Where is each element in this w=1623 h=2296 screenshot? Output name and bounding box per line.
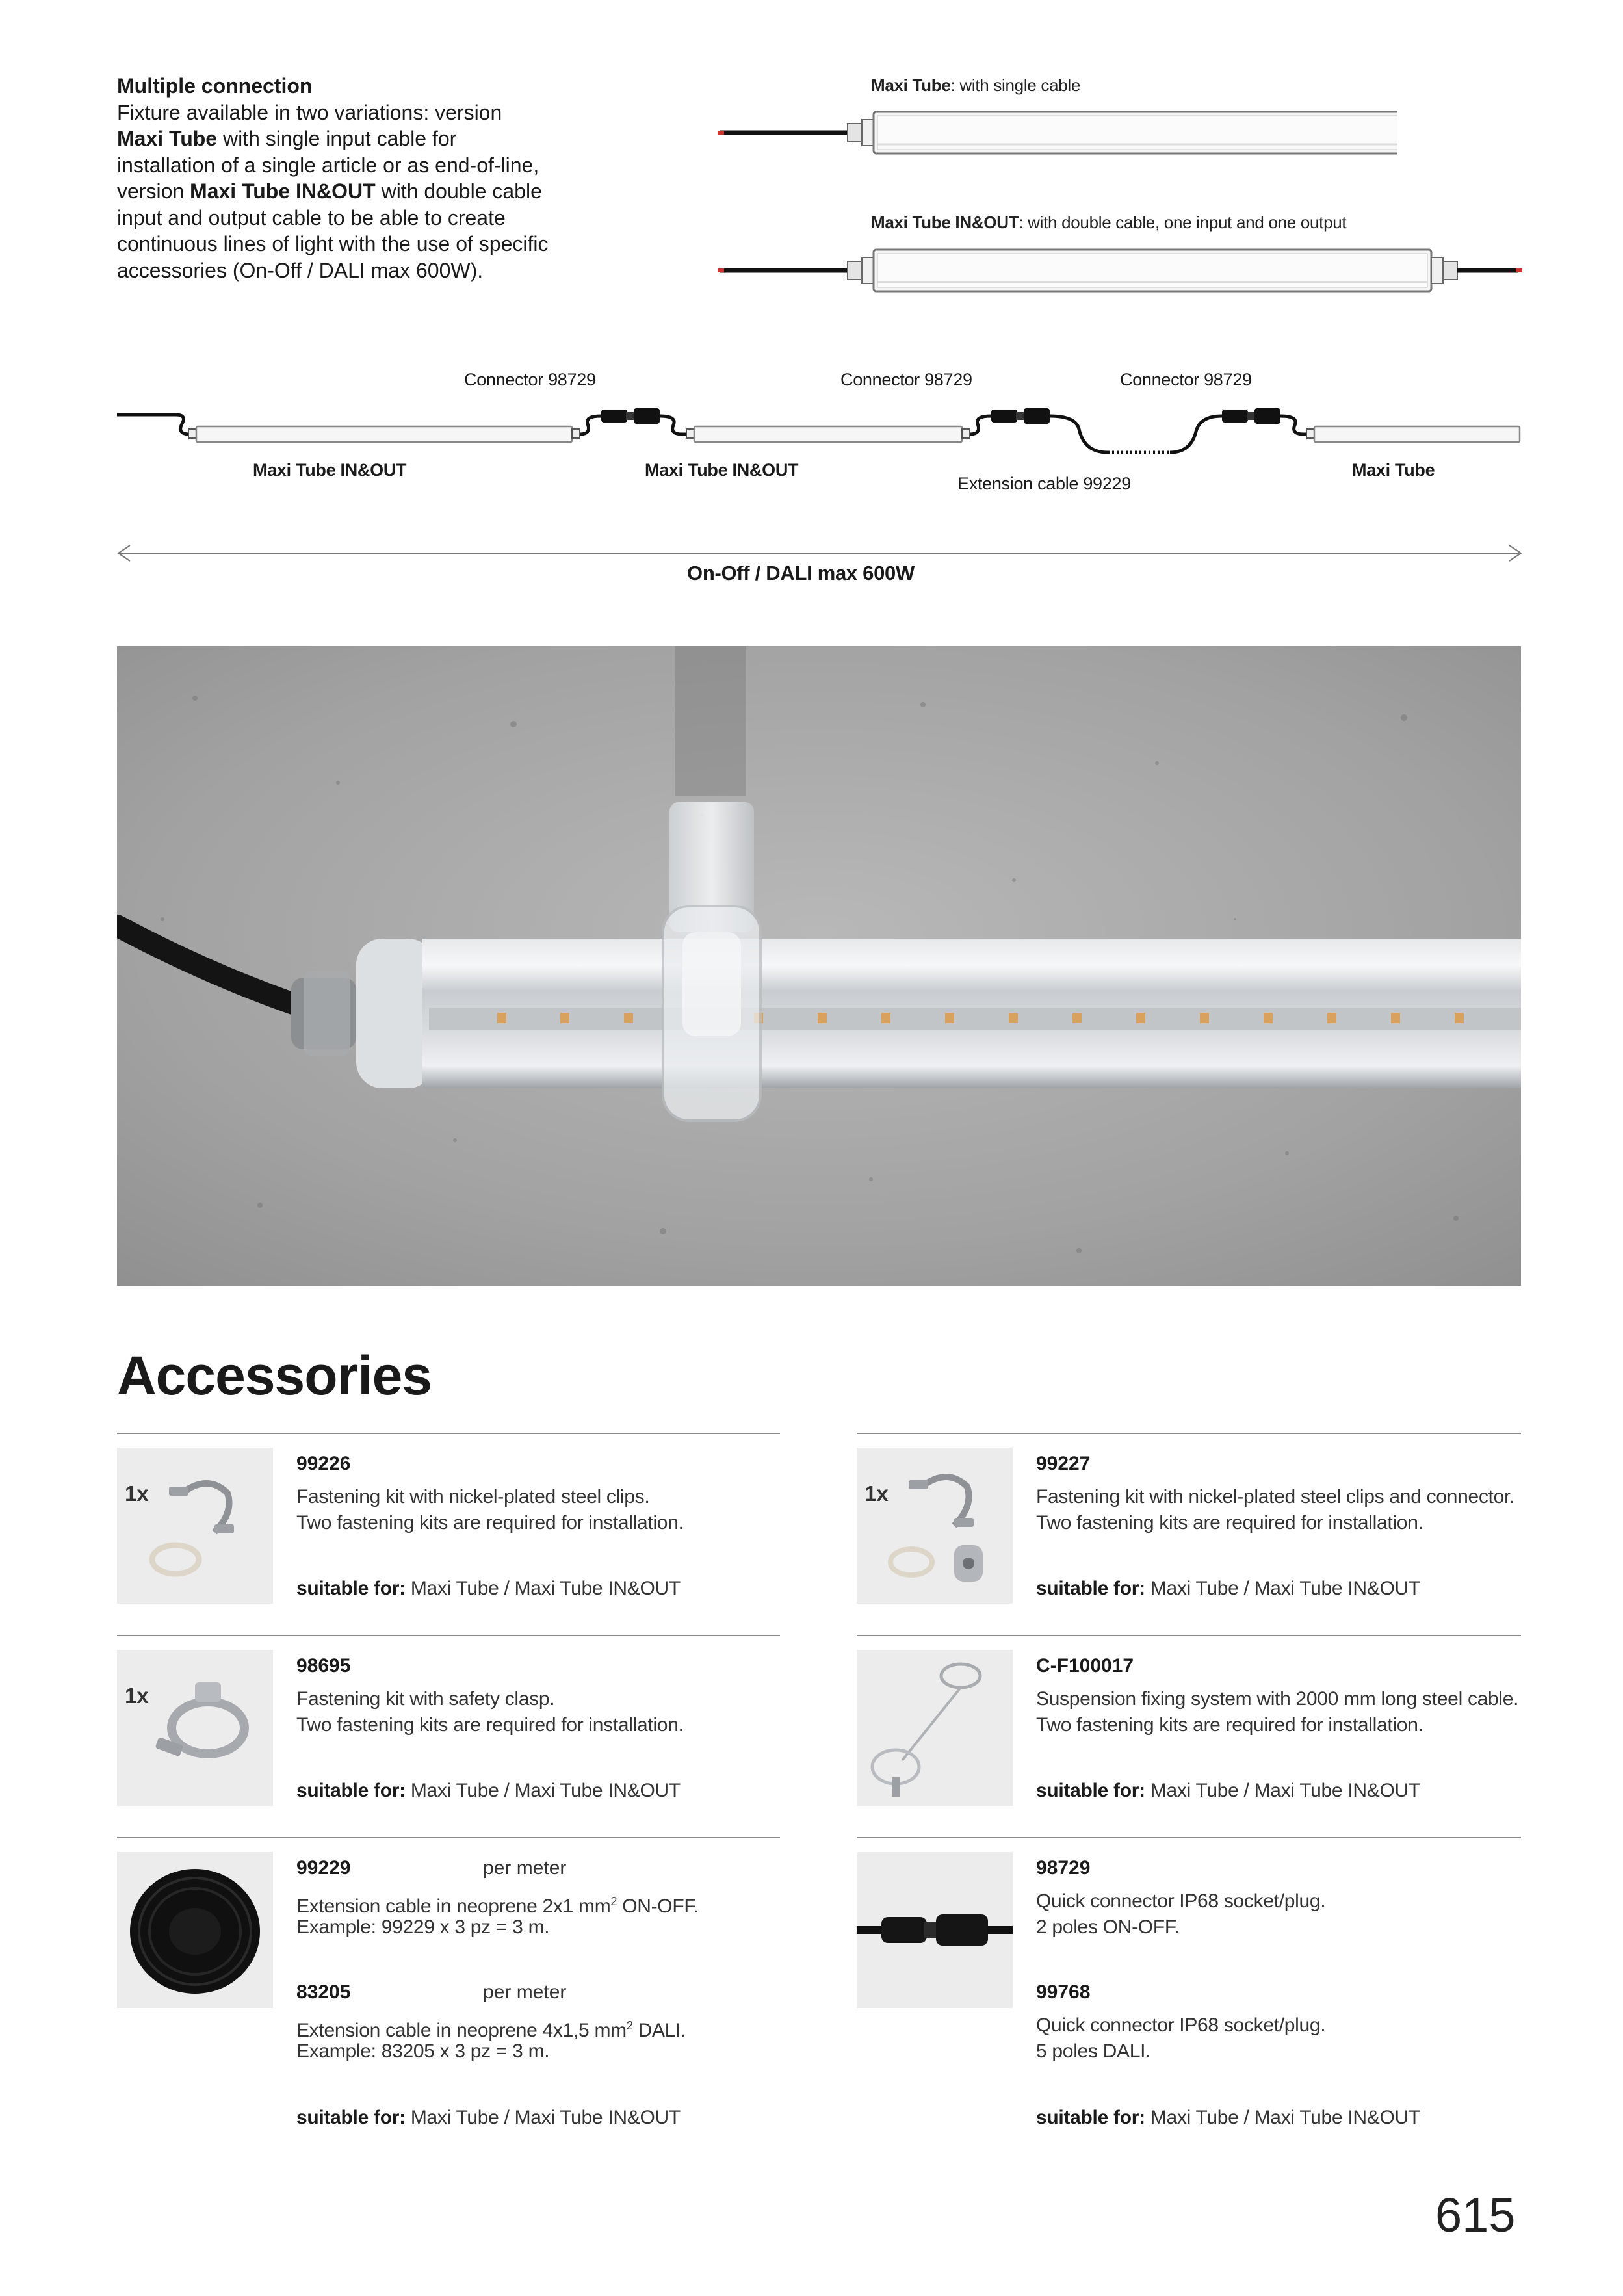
diagram-connector-1: [601, 408, 660, 424]
product-code-99227: 99227: [1036, 1453, 1091, 1474]
product-thumb-99226: [117, 1448, 273, 1604]
label-tube-2: Maxi Tube IN&OUT: [645, 460, 799, 480]
desc-text: DALI.: [632, 2020, 686, 2041]
intro-text: version: [117, 179, 190, 203]
diagram-connector-3: [1222, 408, 1280, 424]
label-tube-1: Maxi Tube IN&OUT: [253, 460, 407, 480]
suitable-for-label: suitable for:: [296, 2107, 406, 2128]
product-code-99768: 99768: [1036, 1981, 1091, 2003]
product-desc-98729: 2 poles ON-OFF.: [1036, 1916, 1180, 1938]
diagram-connector-2: [991, 408, 1050, 424]
product-desc-99227: Fastening kit with nickel-plated steel clips and connector.: [1036, 1486, 1515, 1507]
product-code-99229: 99229: [296, 1857, 351, 1879]
suitable-for-label: suitable for:: [296, 1780, 406, 1801]
suitable-for-value: Maxi Tube / Maxi Tube IN&OUT: [1145, 2107, 1420, 2128]
diagram-tube-2: [694, 426, 962, 442]
product-photo: [117, 646, 1521, 1286]
suitable-for-value: Maxi Tube / Maxi Tube IN&OUT: [405, 1780, 681, 1801]
label-connector-1: Connector 98729: [464, 370, 596, 389]
product-thumb-98729: [857, 1852, 1013, 2008]
intro-bold: Maxi Tube: [117, 127, 218, 150]
product-desc-83205: Example: 83205 x 3 pz = 3 m.: [296, 2041, 550, 2062]
product-desc-99768: 5 poles DALI.: [1036, 2041, 1151, 2062]
intro-heading: Multiple connection: [117, 74, 313, 98]
divider: [857, 1837, 1521, 1838]
qty-label: 1x: [125, 1684, 149, 1708]
span-label: On-Off / DALI max 600W: [687, 562, 915, 584]
diagram-tube-1: [196, 426, 572, 442]
product-desc-98695: Fastening kit with safety clasp.: [296, 1688, 555, 1710]
unit-per-meter: per meter: [483, 1981, 567, 2003]
product-code-83205: 83205: [296, 1981, 351, 2003]
product-thumb-99227: [857, 1448, 1013, 1604]
suitable-for-value: Maxi Tube / Maxi Tube IN&OUT: [1145, 1578, 1420, 1599]
product-desc-CF100017: Suspension fixing system with 2000 mm long steel cable.: [1036, 1688, 1519, 1710]
desc-text: ON-OFF.: [617, 1896, 699, 1917]
suitable-for-label: suitable for:: [296, 1578, 406, 1599]
cable-coil-icon: [117, 1852, 273, 2008]
suitable-for-label: suitable for:: [1036, 1578, 1145, 1599]
product-desc-99226: Fastening kit with nickel-plated steel clips.: [296, 1486, 650, 1507]
connection-diagram: [117, 398, 1521, 463]
fastening-clip-icon: [117, 1448, 273, 1604]
label-extension-cable: Extension cable 99229: [957, 474, 1131, 493]
intro-paragraph: [117, 73, 611, 283]
product-thumb-CF100017: [857, 1650, 1013, 1806]
intro-line: installation of a single article or as end-of-line,: [117, 153, 539, 177]
desc-text: Extension cable in neoprene 4x1,5 mm: [296, 2020, 627, 2041]
desc-sup: 2: [626, 2019, 633, 2032]
product-desc-98729: Quick connector IP68 socket/plug.: [1036, 1890, 1326, 1912]
label-tube-3: Maxi Tube: [1352, 460, 1435, 480]
intro-line: continuous lines of light with the use of specific: [117, 232, 549, 255]
fastening-clip-connector-icon: [857, 1448, 1013, 1604]
intro-text: with single input cable for: [217, 127, 457, 150]
label-connector-3: Connector 98729: [1120, 370, 1252, 389]
product-code-99226: 99226: [296, 1453, 351, 1474]
maxi-tube-inout-illustration: [715, 244, 1527, 298]
suspension-cable-icon: [857, 1650, 1013, 1806]
suitable-for-CF100017: [1036, 1780, 1420, 1802]
intro-line: input and output cable to be able to create: [117, 205, 506, 229]
accessories-title: Accessories: [117, 1345, 432, 1406]
intro-line: Fixture available in two variations: version: [117, 100, 502, 124]
product-desc-CF100017: Two fastening kits are required for installation.: [1036, 1714, 1423, 1736]
suitable-for-99227: [1036, 1578, 1420, 1600]
divider: [857, 1433, 1521, 1434]
suitable-for-83205: [296, 2107, 681, 2129]
intro-line: [117, 178, 611, 205]
page-number: 615: [1435, 2188, 1516, 2242]
divider: [117, 1433, 780, 1434]
desc-sup: 2: [610, 1895, 617, 1908]
suitable-for-value: Maxi Tube / Maxi Tube IN&OUT: [1145, 1780, 1420, 1801]
product-desc-99768: Quick connector IP68 socket/plug.: [1036, 2015, 1326, 2036]
divider: [117, 1837, 780, 1838]
suitable-for-label: suitable for:: [1036, 2107, 1145, 2128]
divider: [857, 1635, 1521, 1636]
quick-connector-icon: [857, 1852, 1013, 2008]
unit-per-meter: per meter: [483, 1857, 567, 1879]
suitable-for-98695: [296, 1780, 681, 1802]
diagram-tube-3: [1314, 426, 1520, 442]
suitable-for-value: Maxi Tube / Maxi Tube IN&OUT: [405, 1578, 681, 1599]
product-desc-99229: Example: 99229 x 3 pz = 3 m.: [296, 1916, 550, 1938]
variant-single-name: Maxi Tube: [871, 75, 951, 95]
product-thumb-98695: [117, 1650, 273, 1806]
qty-label: 1x: [125, 1481, 149, 1506]
intro-line: [117, 125, 611, 152]
product-desc-98695: Two fastening kits are required for installation.: [296, 1714, 684, 1736]
intro-line: accessories (On-Off / DALI max 600W).: [117, 258, 484, 282]
product-code-CF100017: C-F100017: [1036, 1655, 1134, 1676]
product-thumb-99229: [117, 1852, 273, 2008]
product-desc-99227: Two fastening kits are required for installation.: [1036, 1512, 1423, 1533]
variant-single-caption: [871, 75, 1080, 96]
suitable-for-99768: [1036, 2107, 1420, 2129]
product-code-98729: 98729: [1036, 1857, 1091, 1879]
span-arrow: [116, 543, 1524, 563]
desc-text: Extension cable in neoprene 2x1 mm: [296, 1896, 611, 1917]
suitable-for-label: suitable for:: [1036, 1780, 1145, 1801]
product-code-98695: 98695: [296, 1655, 351, 1676]
variant-single-desc: : with single cable: [950, 75, 1081, 95]
safety-clasp-icon: [117, 1650, 273, 1806]
intro-bold: Maxi Tube IN&OUT: [190, 179, 376, 203]
variant-double-name: Maxi Tube IN&OUT: [871, 213, 1019, 232]
suitable-for-value: Maxi Tube / Maxi Tube IN&OUT: [405, 2107, 681, 2128]
qty-label: 1x: [864, 1481, 889, 1506]
divider: [117, 1635, 780, 1636]
maxi-tube-single-illustration: [715, 107, 1397, 160]
variant-double-caption: [871, 213, 1346, 233]
intro-text: with double cable: [375, 179, 542, 203]
label-connector-2: Connector 98729: [840, 370, 972, 389]
suitable-for-99226: [296, 1578, 681, 1600]
product-desc-99226: Two fastening kits are required for installation.: [296, 1512, 684, 1533]
variant-double-desc: : with double cable, one input and one output: [1019, 213, 1347, 232]
